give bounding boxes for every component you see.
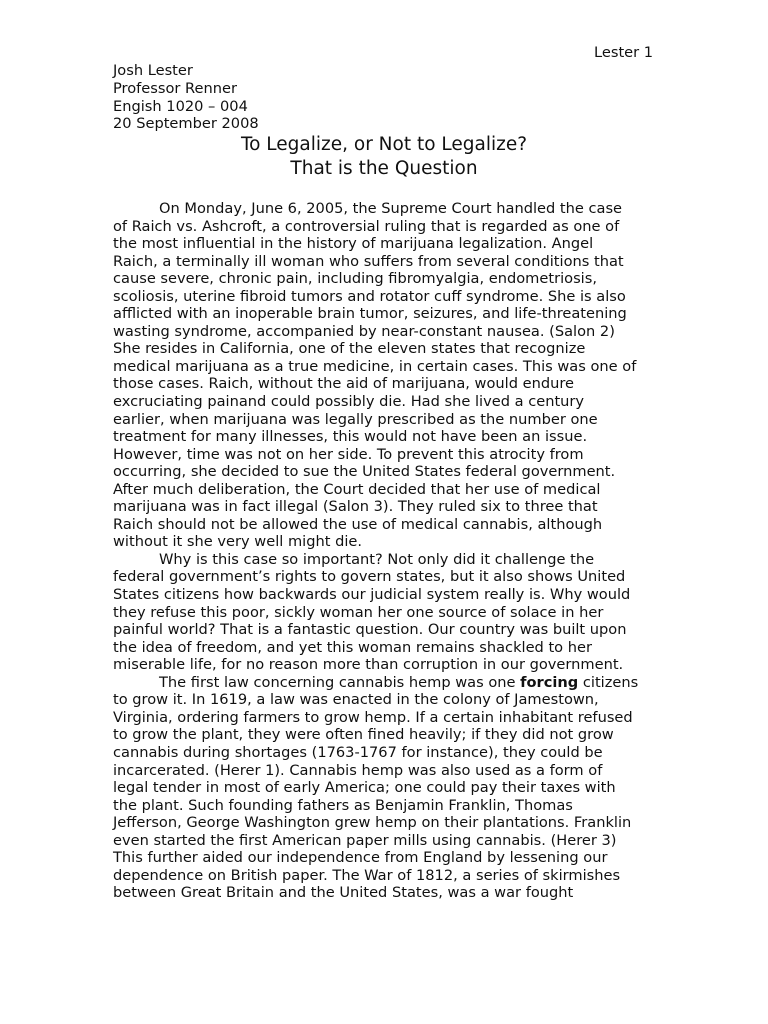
body-line: federal government’s rights to govern states, but it also shows United <box>113 568 626 586</box>
body-line: afflicted with an inoperable brain tumor, seizures, and life-threatening <box>113 305 627 323</box>
body-line: to grow the plant, they were often fined heavily; if they did not grow <box>113 726 614 744</box>
essay-title <box>0 133 768 181</box>
body-line: She resides in California, one of the eleven states that recognize <box>113 340 586 358</box>
body-line: marijuana was in fact illegal (Salon 3). They ruled six to three that <box>113 498 598 516</box>
essay-date: 20 September 2008 <box>113 115 259 133</box>
body-line: painful world? That is a fantastic question. Our country was built upon <box>113 621 627 639</box>
body-line: medical marijuana as a true medicine, in certain cases. This was one of <box>113 357 637 375</box>
body-line: wasting syndrome, accompanied by near-constant nausea. (Salon 2) <box>113 322 615 340</box>
body-line: States citizens how backwards our judicial system really is. Why would <box>113 586 631 604</box>
body-line: dependence on British paper. The War of 1812, a series of skirmishes <box>113 866 621 884</box>
mla-heading <box>113 62 259 133</box>
body-line: the plant. Such founding fathers as Benjamin Franklin, Thomas <box>113 796 573 814</box>
body-line: the most influential in the history of marijuana legalization. Angel <box>113 235 594 253</box>
professor-name: Professor Renner <box>113 79 237 97</box>
body-line: Raich should not be allowed the use of medical cannabis, although <box>113 515 603 533</box>
body-line: miserable life, for no reason more than corruption in our government. <box>113 656 624 674</box>
essay-title-line-2: That is the Question <box>290 158 478 179</box>
body-line: cause severe, chronic pain, including fibromyalgia, endometriosis, <box>113 270 597 288</box>
body-line: This further aided our independence from England by lessening our <box>113 849 608 867</box>
page-number-header: Lester 1 <box>594 44 654 61</box>
body-line-text: Why is this case so important? Not only did it challenge the <box>159 550 595 568</box>
body-line-text: citizens <box>582 673 639 691</box>
body-line: to grow it. In 1619, a law was enacted in the colony of Jamestown, <box>113 691 599 709</box>
body-line: occurring, she decided to sue the United States federal government. <box>113 463 616 481</box>
essay-body <box>113 200 655 902</box>
body-line: without it she very well might die. <box>113 533 363 551</box>
body-line: treatment for many illnesses, this would not have been an issue. <box>113 428 588 446</box>
body-line: legal tender in most of early America; one could pay their taxes with <box>113 779 616 797</box>
emphasis-text: forcing <box>520 673 579 691</box>
body-line: After much deliberation, the Court decided that her use of medical <box>113 480 601 498</box>
body-line: scoliosis, uterine fibroid tumors and rotator cuff syndrome. She is also <box>113 287 626 305</box>
body-line: excruciating painand could possibly die. Had she lived a century <box>113 393 585 411</box>
body-line <box>113 674 655 692</box>
course-name: Engish 1020 – 004 <box>113 97 248 115</box>
author-name: Josh Lester <box>113 62 193 79</box>
body-line: earlier, when marijuana was legally prescribed as the number one <box>113 410 598 428</box>
body-line-text: The first law concerning cannabis hemp was one <box>159 673 516 691</box>
body-line: Jefferson, George Washington grew hemp on their plantations. Franklin <box>113 814 632 832</box>
body-line: cannabis during shortages (1763-1767 for instance), they could be <box>113 743 603 761</box>
body-line-text: On Monday, June 6, 2005, the Supreme Court handled the case <box>159 200 623 217</box>
body-line: of Raich vs. Ashcroft, a controversial ruling that is regarded as one of <box>113 217 620 235</box>
body-line <box>113 551 655 569</box>
body-line: incarcerated. (Herer 1). Cannabis hemp was also used as a form of <box>113 761 603 779</box>
body-line: those cases. Raich, without the aid of marijuana, would endure <box>113 375 575 393</box>
body-line: they refuse this poor, sickly woman her one source of solace in her <box>113 603 604 621</box>
body-line <box>113 200 655 218</box>
body-line: Virginia, ordering farmers to grow hemp. If a certain inhabitant refused <box>113 708 633 726</box>
body-line: Raich, a terminally ill woman who suffers from several conditions that <box>113 252 624 270</box>
body-line: between Great Britain and the United States, was a war fought <box>113 884 574 902</box>
essay-title-line-1: To Legalize, or Not to Legalize? <box>240 134 528 155</box>
body-line: However, time was not on her side. To prevent this atrocity from <box>113 445 584 463</box>
body-line: even started the first American paper mills using cannabis. (Herer 3) <box>113 831 617 849</box>
body-line: the idea of freedom, and yet this woman remains shackled to her <box>113 638 592 656</box>
